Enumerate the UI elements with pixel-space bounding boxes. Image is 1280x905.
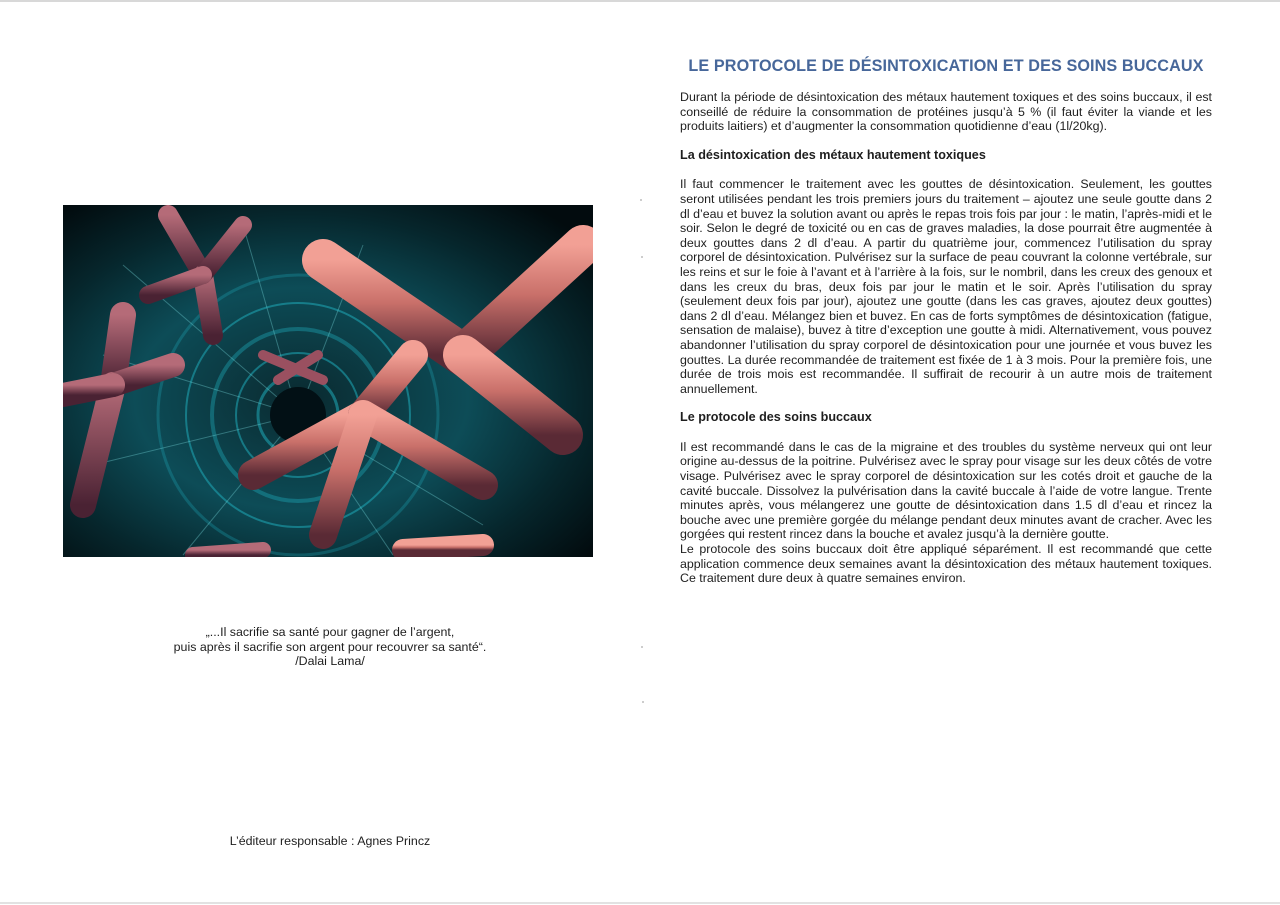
scan-speck	[642, 701, 644, 703]
oral-care-paragraph-2: Le protocole des soins buccaux doit être appliqué séparément. Il est recommandé que cette application commence deux semaines avant la désintoxication des métaux hautement toxiques. Ce traitement dure deux à quatre semaines environ.	[680, 542, 1212, 586]
page-title: LE PROTOCOLE DE DÉSINTOXICATION ET DES SOINS BUCCAUX	[688, 57, 1204, 75]
quote-line-1: „...Il sacrifie sa santé pour gagner de l’argent,	[205, 625, 455, 639]
quote-line-2: puis après il sacrifie son argent pour recouvrer sa santé“.	[173, 639, 487, 654]
section-heading-oral-care: Le protocole des soins buccaux	[680, 410, 872, 425]
detox-paragraph: Il faut commencer le traitement avec les gouttes de désintoxication. Seulement, les gouttes seront utilisées pendant les trois premiers jours du traitement – ajoutez une seule goutte dans 2 dl d’eau et buvez la solution avant ou après le repas trois fois par jour : le matin, l’après-midi et le soir. Selon le degré de toxicité ou en cas de graves maladies, la dose pourrait être augmentée à deux gouttes dans 2 dl d’eau. A partir du quatrième jour, commencez l’utilisation du spray corporel de désintoxication. Pulvérisez sur la surface de peau couvrant la colonne vertébrale, sur les reins et sur le foie à l’avant et à l’arrière à la fois, sur le nombril, dans les creux des genoux et dans les creux du bras, deux fois par jour le matin et le soir. Après l’utilisation du spray (seulement deux fois par jour), ajoutez une goutte (dans les cas graves, ajoutez deux gouttes) dans 2 dl d’eau. Mélangez bien et buvez. En cas de forts symptômes de désintoxication (fatigue, sensation de malaise), buvez à titre d’exception une goutte à midi. Alternativement, vous pouvez abandonner l’utilisation du spray corporel de désintoxication pour une journée et vous buvez les gouttes. La durée recommandée de traitement est fixée de 1 à 3 mois. Pour la première fois, une durée de trois mois est recommandée. Il suffirait de recourir à un autre mois de traitement annuellement.	[680, 177, 1212, 396]
quote-author: /Dalai Lama/	[295, 654, 365, 669]
publisher-line: L’éditeur responsable : Agnes Princz	[229, 834, 431, 848]
scan-speck	[641, 646, 643, 648]
intro-paragraph: Durant la période de désintoxication des métaux hautement toxiques et des soins buccaux, il est conseillé de réduire la consommation de protéines jusqu’à 5 % (il faut éviter la viande et les produits laitiers) et d’augmenter la consommation quotidienne d’eau (1l/20kg).	[680, 90, 1212, 134]
section-heading-detox: La désintoxication des métaux hautement toxiques	[680, 147, 986, 162]
quote-block	[150, 625, 510, 669]
scan-speck	[641, 256, 643, 258]
oral-care-paragraph-1: Il est recommandé dans le cas de la migraine et des troubles du système nerveux qui ont leur origine au-dessus de la poitrine. Pulvérisez avec le spray pour visage sur les deux côtés de votre visage. Pulvérisez avec le spray corporel de désintoxication sur les cotés droit et gauche de la cavité buccale. Dissolvez la pulvérisation dans la cavité buccale à l’aide de votre langue. Trente minutes après, vous mélangerez une goutte de désintoxication dans 1.5 dl d’eau et rincez la bouche avec une première gorgée du mélange pendant deux minutes avant de cracher. Avec les gorgées qui restent rincez dans la bouche et avalez jusqu’à la dernière goutte.	[680, 439, 1212, 542]
scan-edge-bottom	[0, 902, 1280, 904]
scan-speck	[640, 199, 642, 201]
chromosomes-illustration	[63, 205, 593, 557]
article	[680, 56, 1212, 586]
scan-edge-top	[0, 0, 1280, 2]
